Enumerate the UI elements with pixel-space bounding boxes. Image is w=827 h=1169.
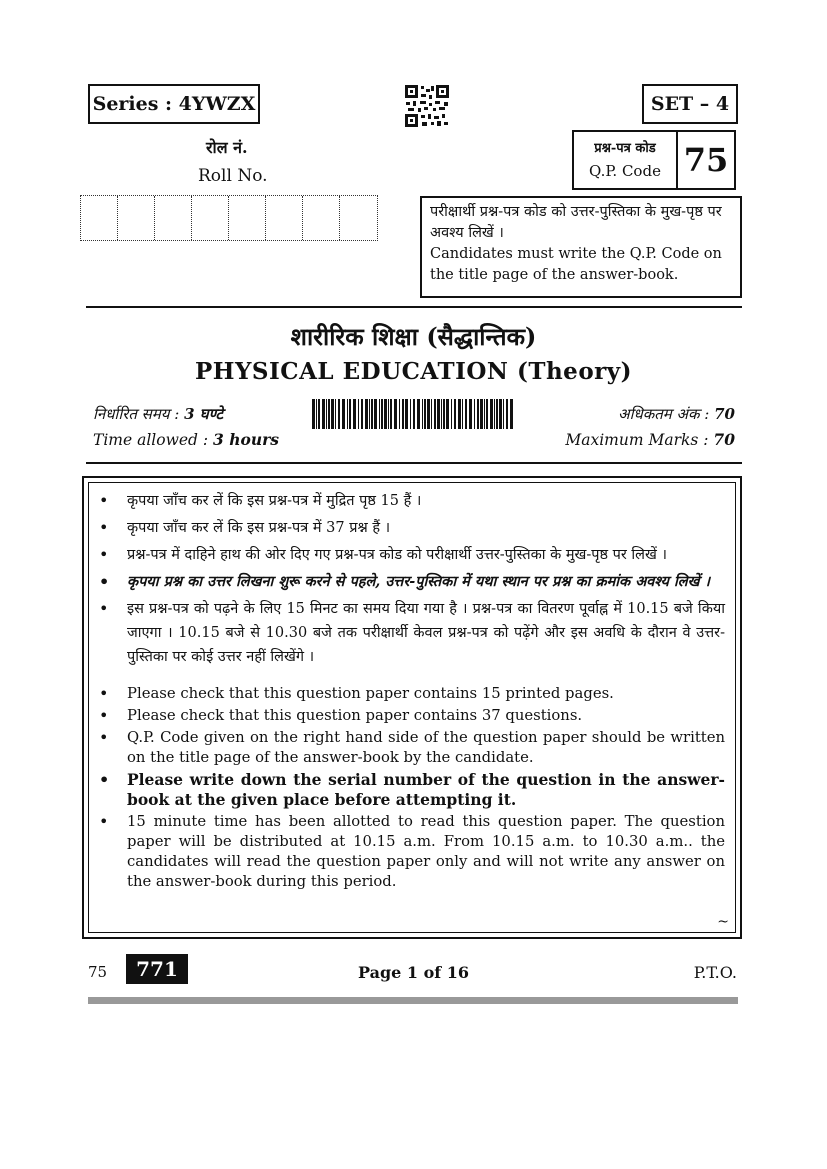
divider — [86, 306, 742, 308]
instruction-item: • 15 minute time has been allotted to read this question paper. The question paper will be distributed at 10.15 a.m. From 10.15 a.m. to 10.30 a.m.. the candidates will read the question paper only and will not write any answer on the answer-book during this period. — [99, 812, 725, 892]
instruction-item: • Please check that this question paper contains 15 printed pages. — [99, 684, 725, 704]
roll-no-cell — [155, 196, 192, 240]
subject-title-hindi: शारीरिक शिक्षा (सैद्धान्तिक) — [290, 322, 537, 351]
time-allowed-hindi — [93, 404, 223, 424]
qp-code-label — [574, 132, 678, 188]
footer-qp-code: 75 — [88, 963, 108, 981]
instructions-box — [82, 476, 742, 939]
instruction-hindi-item: • कृपया प्रश्न का उत्तर लिखना शुरू करने से पहले, उत्तर-पुस्तिका में यथा स्थान पर प्रश्न का क्रमांक अवश्य लिखें । — [99, 570, 725, 594]
continuation-mark: ~ — [717, 914, 729, 930]
maximum-marks-hindi — [618, 404, 735, 424]
subject-title: PHYSICAL EDUCATION (Theory) — [194, 358, 633, 385]
instruction-hindi-item: • कृपया जाँच कर लें कि इस प्रश्न-पत्र में 37 प्रश्न हैं । — [99, 516, 725, 540]
maximum-marks-hindi-label: अधिकतम अंक : — [618, 405, 715, 423]
roll-no-cell — [118, 196, 155, 240]
roll-no-cell — [340, 196, 377, 240]
footer-code-box: 771 — [126, 954, 188, 984]
maximum-marks-value: 70 — [713, 430, 735, 449]
qp-code-label-english: Q.P. Code — [589, 162, 661, 180]
roll-no-cell — [229, 196, 266, 240]
instructions-inner-frame — [88, 482, 736, 933]
roll-no-label: Roll No. — [198, 166, 268, 186]
series-label: Series : 4YWZX — [88, 84, 260, 124]
instruction-item: • Please write down the serial number of the question in the answer-book at the given place before attempting it. — [99, 770, 725, 810]
instruction-hindi-item: • प्रश्न-पत्र में दाहिने हाथ की ओर दिए गए प्रश्न-पत्र कोड को परीक्षार्थी उत्तर-पुस्तिका के मुख-पृष्ठ पर लिखें । — [99, 543, 725, 567]
instruction-item: • Q.P. Code given on the right hand side of the question paper should be written on the title page of the answer-book by the candidate. — [99, 728, 725, 768]
qp-code-box — [572, 130, 736, 190]
qp-code-notice-english: Candidates must write the Q.P. Code on the title page of the answer-book. — [430, 246, 722, 283]
time-allowed — [93, 430, 279, 449]
maximum-marks-label: Maximum Marks : — [565, 431, 714, 449]
maximum-marks-hindi-value: 70 — [714, 405, 735, 423]
barcode-icon — [312, 399, 514, 429]
roll-no-label-hindi: रोल नं. — [206, 138, 248, 157]
time-allowed-hindi-value: 3 घण्टे — [184, 405, 224, 423]
qp-code-notice — [420, 196, 742, 298]
maximum-marks — [565, 430, 735, 449]
time-allowed-label: Time allowed : — [93, 431, 214, 449]
footer-bar — [88, 997, 738, 1004]
time-allowed-hindi-label: निर्धारित समय : — [93, 405, 185, 423]
qp-code-notice-hindi: परीक्षार्थी प्रश्न-पत्र कोड को उत्तर-पुस्तिका के मुख-पृष्ठ पर अवश्य लिखें । — [430, 204, 722, 241]
qp-code-value: 75 — [683, 141, 729, 179]
instructions-list — [99, 489, 725, 894]
instruction-item: • Please check that this question paper contains 37 questions. — [99, 706, 725, 726]
qp-code-label-hindi: प्रश्न-पत्र कोड — [594, 141, 656, 156]
page-number: Page 1 of 16 — [358, 963, 469, 982]
roll-no-cell — [303, 196, 340, 240]
divider — [86, 462, 742, 464]
set-label: SET – 4 — [642, 84, 738, 124]
roll-no-cell — [192, 196, 229, 240]
instruction-hindi-item: • कृपया जाँच कर लें कि इस प्रश्न-पत्र में मुद्रित पृष्ठ 15 हैं । — [99, 489, 725, 513]
pto-label: P.T.O. — [693, 963, 737, 982]
roll-no-grid — [80, 195, 378, 241]
spacer — [99, 672, 725, 684]
instruction-hindi-item: • इस प्रश्न-पत्र को पढ़ने के लिए 15 मिनट का समय दिया गया है । प्रश्न-पत्र का वितरण पूर्वाह्न में 10.15 बजे किया जाएगा । 10.15 बजे से 10.30 बजे तक परीक्षार्थी केवल प्रश्न-पत्र को पढ़ेंगे और इस अवधि के दौरान वे उत्तर-पुस्तिका पर कोई उत्तर नहीं लिखेंगे । — [99, 597, 725, 669]
time-allowed-value: 3 hours — [213, 430, 279, 449]
qr-code-icon — [404, 84, 450, 128]
roll-no-cell — [81, 196, 118, 240]
roll-no-cell — [266, 196, 303, 240]
